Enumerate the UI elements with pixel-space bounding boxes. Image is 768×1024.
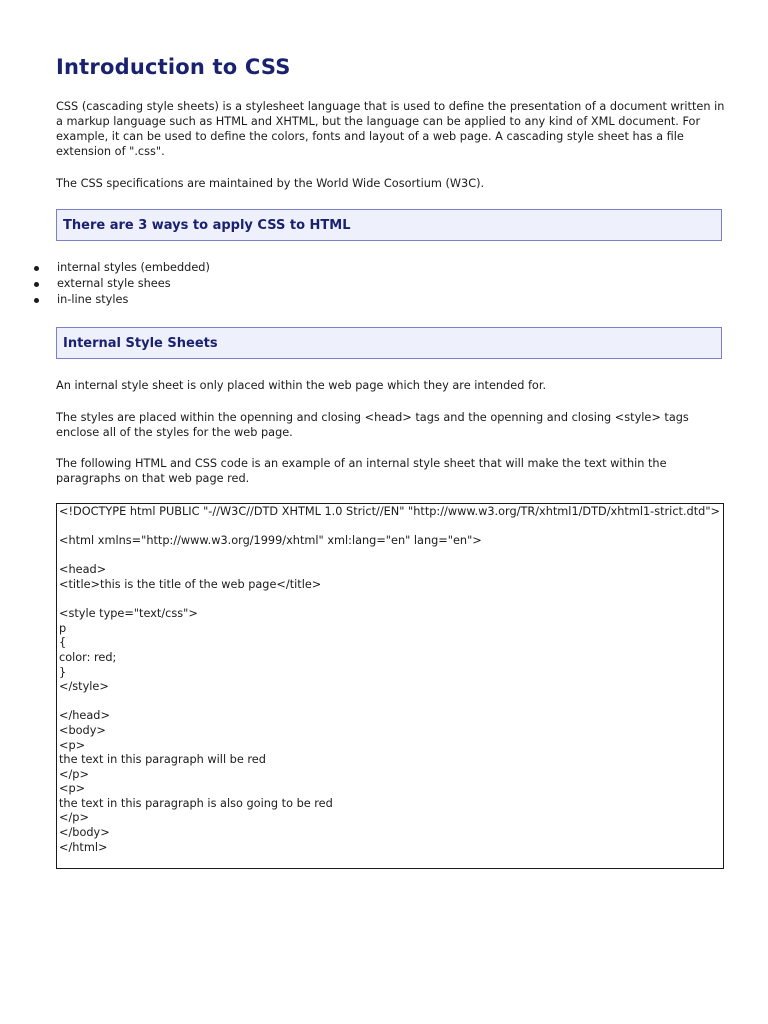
internal-section-header <box>56 327 722 359</box>
list-item-label: external style shees <box>57 277 171 290</box>
list-item <box>28 260 210 276</box>
code-line: <html xmlns="http://www.w3.org/1999/xhtml" xml:lang="en" lang="en"> <box>59 534 482 548</box>
code-line <box>59 520 721 535</box>
internal-paragraph-2: The styles are placed within the openning and closing <head> tags and the openning and closing <style> tags enclose all of the styles for the web page. <box>56 411 689 439</box>
code-line: </p> <box>59 811 89 825</box>
internal-paragraph-3: The following HTML and CSS code is an example of an internal style sheet that will make the text within the paragraphs on that web page red. <box>56 457 667 485</box>
code-line: </p> <box>59 767 89 781</box>
bullet-icon <box>34 298 39 303</box>
list-item-label: in-line styles <box>57 293 129 306</box>
internal-paragraph-1: An internal style sheet is only placed within the web page which they are intended for. <box>56 379 547 392</box>
internal-section-heading: Internal Style Sheets <box>63 336 218 351</box>
code-line: <p> <box>59 782 86 796</box>
list-item-label: internal styles (embedded) <box>57 261 210 274</box>
code-line <box>59 593 721 608</box>
page-title: Introduction to CSS <box>56 55 291 79</box>
code-line <box>59 695 721 710</box>
code-line: the text in this paragraph will be red <box>59 753 266 767</box>
code-line: <!DOCTYPE html PUBLIC "-//W3C//DTD XHTML 1.0 Strict//EN" "http://www.w3.org/TR/xhtml1/DTD/xhtml1-strict.dtd"> <box>59 505 720 518</box>
bullet-icon <box>34 266 39 271</box>
code-line: the text in this paragraph is also going to be red <box>59 796 333 810</box>
code-example-box <box>56 503 724 869</box>
intro-paragraph: CSS (cascading style sheets) is a stylesheet language that is used to define the presentation of a document written in a markup language such as HTML and XHTML, but the language can be applied to any kind of XML document. For example, it can be used to define the colors, fonts and layout of a web page. A cascading style sheet has a file extension of ".css". <box>56 100 725 158</box>
w3c-paragraph: The CSS specifications are maintained by the World Wide Cosortium (W3C). <box>56 177 485 190</box>
ways-list <box>28 260 210 308</box>
ways-section-header <box>56 209 722 241</box>
code-line: <style type="text/css"> <box>59 607 198 621</box>
code-line: </head> <box>59 709 110 723</box>
ways-section-heading: There are 3 ways to apply CSS to HTML <box>63 218 351 233</box>
bullet-icon <box>34 282 39 287</box>
code-line: p <box>59 621 67 635</box>
code-line <box>59 549 721 564</box>
code-line: <head> <box>59 563 107 577</box>
code-line: color: red; <box>59 650 117 664</box>
list-item <box>28 292 210 308</box>
code-line: </html> <box>59 840 108 854</box>
code-line: </style> <box>59 680 109 694</box>
code-line: <title>this is the title of the web page</title> <box>59 577 322 591</box>
code-line: <body> <box>59 723 106 737</box>
code-line: } <box>59 665 67 679</box>
code-line: { <box>59 636 67 650</box>
code-line: <p> <box>59 738 86 752</box>
code-line: </body> <box>59 826 110 840</box>
list-item <box>28 276 210 292</box>
